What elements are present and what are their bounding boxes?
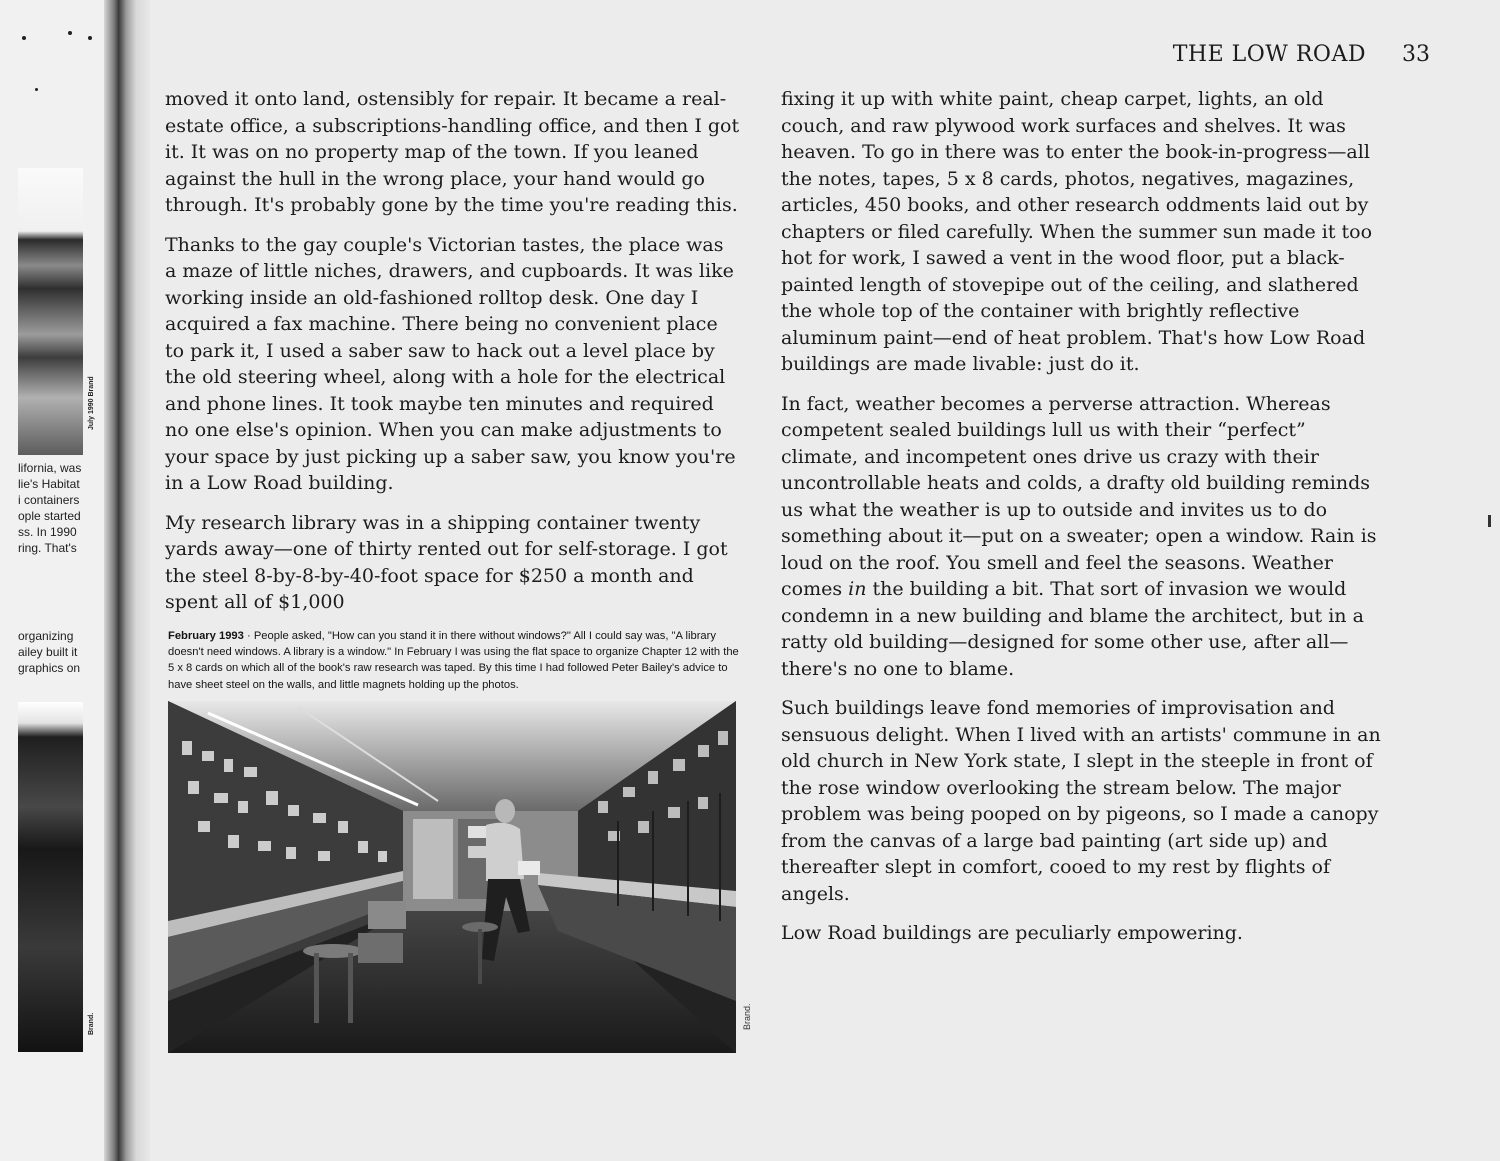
caption-separator: · xyxy=(246,630,251,642)
photo-caption xyxy=(168,628,740,693)
scan-speck xyxy=(35,88,38,91)
scan-speck xyxy=(68,31,72,35)
paragraph: In fact, weather becomes a perverse attraction. Whereas competent sealed buildings lull us with their “perfect” climate, and incompetent ones drive us crazy with their uncontrollable heats and colds, a drafty old building reminds us what the weather is up to outside and invites us to do something about it—put on a sweater; open a window. Rain is loud on the roof. You smell and feel the seasons. Weather comes in the building a bit. That sort of invasion we would condemn in a new building and blame the architect, but in a ratty old building—designed for some other use, after all—there's no one to blame. xyxy=(781,392,1377,680)
paragraph: fixing it up with white paint, cheap carpet, lights, an old couch, and raw plywood work surfaces and shelves. It was heaven. To go in there was to enter the book-in-progress—all the notes, tapes, 5 x 8 cards, photos, negatives, magazines, articles, 450 books, and other research oddments laid out by chapters or filed carefully. When the summer sun made it too hot for work, I sawed a vent in the wood floor, put a black-painted length of stovepipe out of the ceiling, and slathered the whole top of the container with brightly reflective aluminum paint—end of heat problem. That's how Low Road buildings are made livable: just do it. xyxy=(781,88,1373,375)
caption-text: People asked, "How can you stand it in there without windows?" All I could say was, "A library doesn't need windows. A library is a window." In February I was using the flat space to organize Chapter 12 with the 5 x 8 cards on which all of the book's raw research was taped. By this time I had followed Peter Bailey's advice to have sheet steel on the walls, and little magnets holding up the photos. xyxy=(168,630,739,691)
left-photo-credit: July 1990 Brand xyxy=(88,376,95,430)
left-text-column xyxy=(165,86,740,629)
running-head xyxy=(1173,42,1430,67)
paragraph: Low Road buildings are peculiarly empowering. xyxy=(781,922,1243,944)
scan-speck xyxy=(88,36,92,40)
paragraph: My research library was in a shipping container twenty yards away—one of thirty rented out for self-storage. I got the steel 8-by-8-by-40-foot space for $250 a month and spent all of $1,000 xyxy=(165,511,728,613)
left-page-photo-crane xyxy=(18,168,83,455)
caption-date: February 1993 xyxy=(168,630,244,642)
left-page-photo-interior xyxy=(18,702,83,1052)
container-library-illustration xyxy=(168,701,736,1053)
paragraph: moved it onto land, ostensibly for repair. It became a real-estate office, a subscriptions-handling office, and then I got it. It was on no property map of the town. If you leaned against the hull in the wrong place, your hand would go through. It's probably gone by the time you're reading this. xyxy=(165,88,740,216)
left-caption-fragment: lifornia, was lie's Habitat i containers ople started ss. In 1990 ring. That's xyxy=(18,461,82,555)
scan-edge-mark xyxy=(1488,515,1491,527)
left-photo-credit: Brand. xyxy=(88,1012,95,1035)
container-library-photo xyxy=(168,701,736,1053)
paragraph: Such buildings leave fond memories of improvisation and sensuous delight. When I lived with an artists' commune in an old church in New York state, I slept in the steeple in front of the rose window overlooking the stream below. The major problem was being pooped on by pigeons, so I made a canopy from the canvas of a large bad painting (art side up) and thereafter slept in comfort, cooed to my rest by flights of angels. xyxy=(781,697,1381,905)
right-text-column xyxy=(781,86,1381,960)
left-caption-fragment: organizing ailey built it graphics on xyxy=(18,629,81,675)
page-number: 33 xyxy=(1402,42,1430,67)
book-gutter xyxy=(104,0,150,1161)
scan-speck xyxy=(22,36,26,40)
paragraph: Thanks to the gay couple's Victorian tastes, the place was a maze of little niches, drawers, and cupboards. It was like working inside an old-fashioned rolltop desk. One day I acquired a fax machine. There being no convenient place to park it, I used a saber saw to hack out a level place by the old steering wheel, along with a hole for the electrical and phone lines. It took maybe ten minutes and required no one else's opinion. When you can make adjustments to your space by just picking up a saber saw, you know you're in a Low Road building. xyxy=(165,233,736,494)
photo-credit: Brand. xyxy=(742,1003,752,1030)
running-head-title: THE LOW ROAD xyxy=(1172,42,1366,67)
